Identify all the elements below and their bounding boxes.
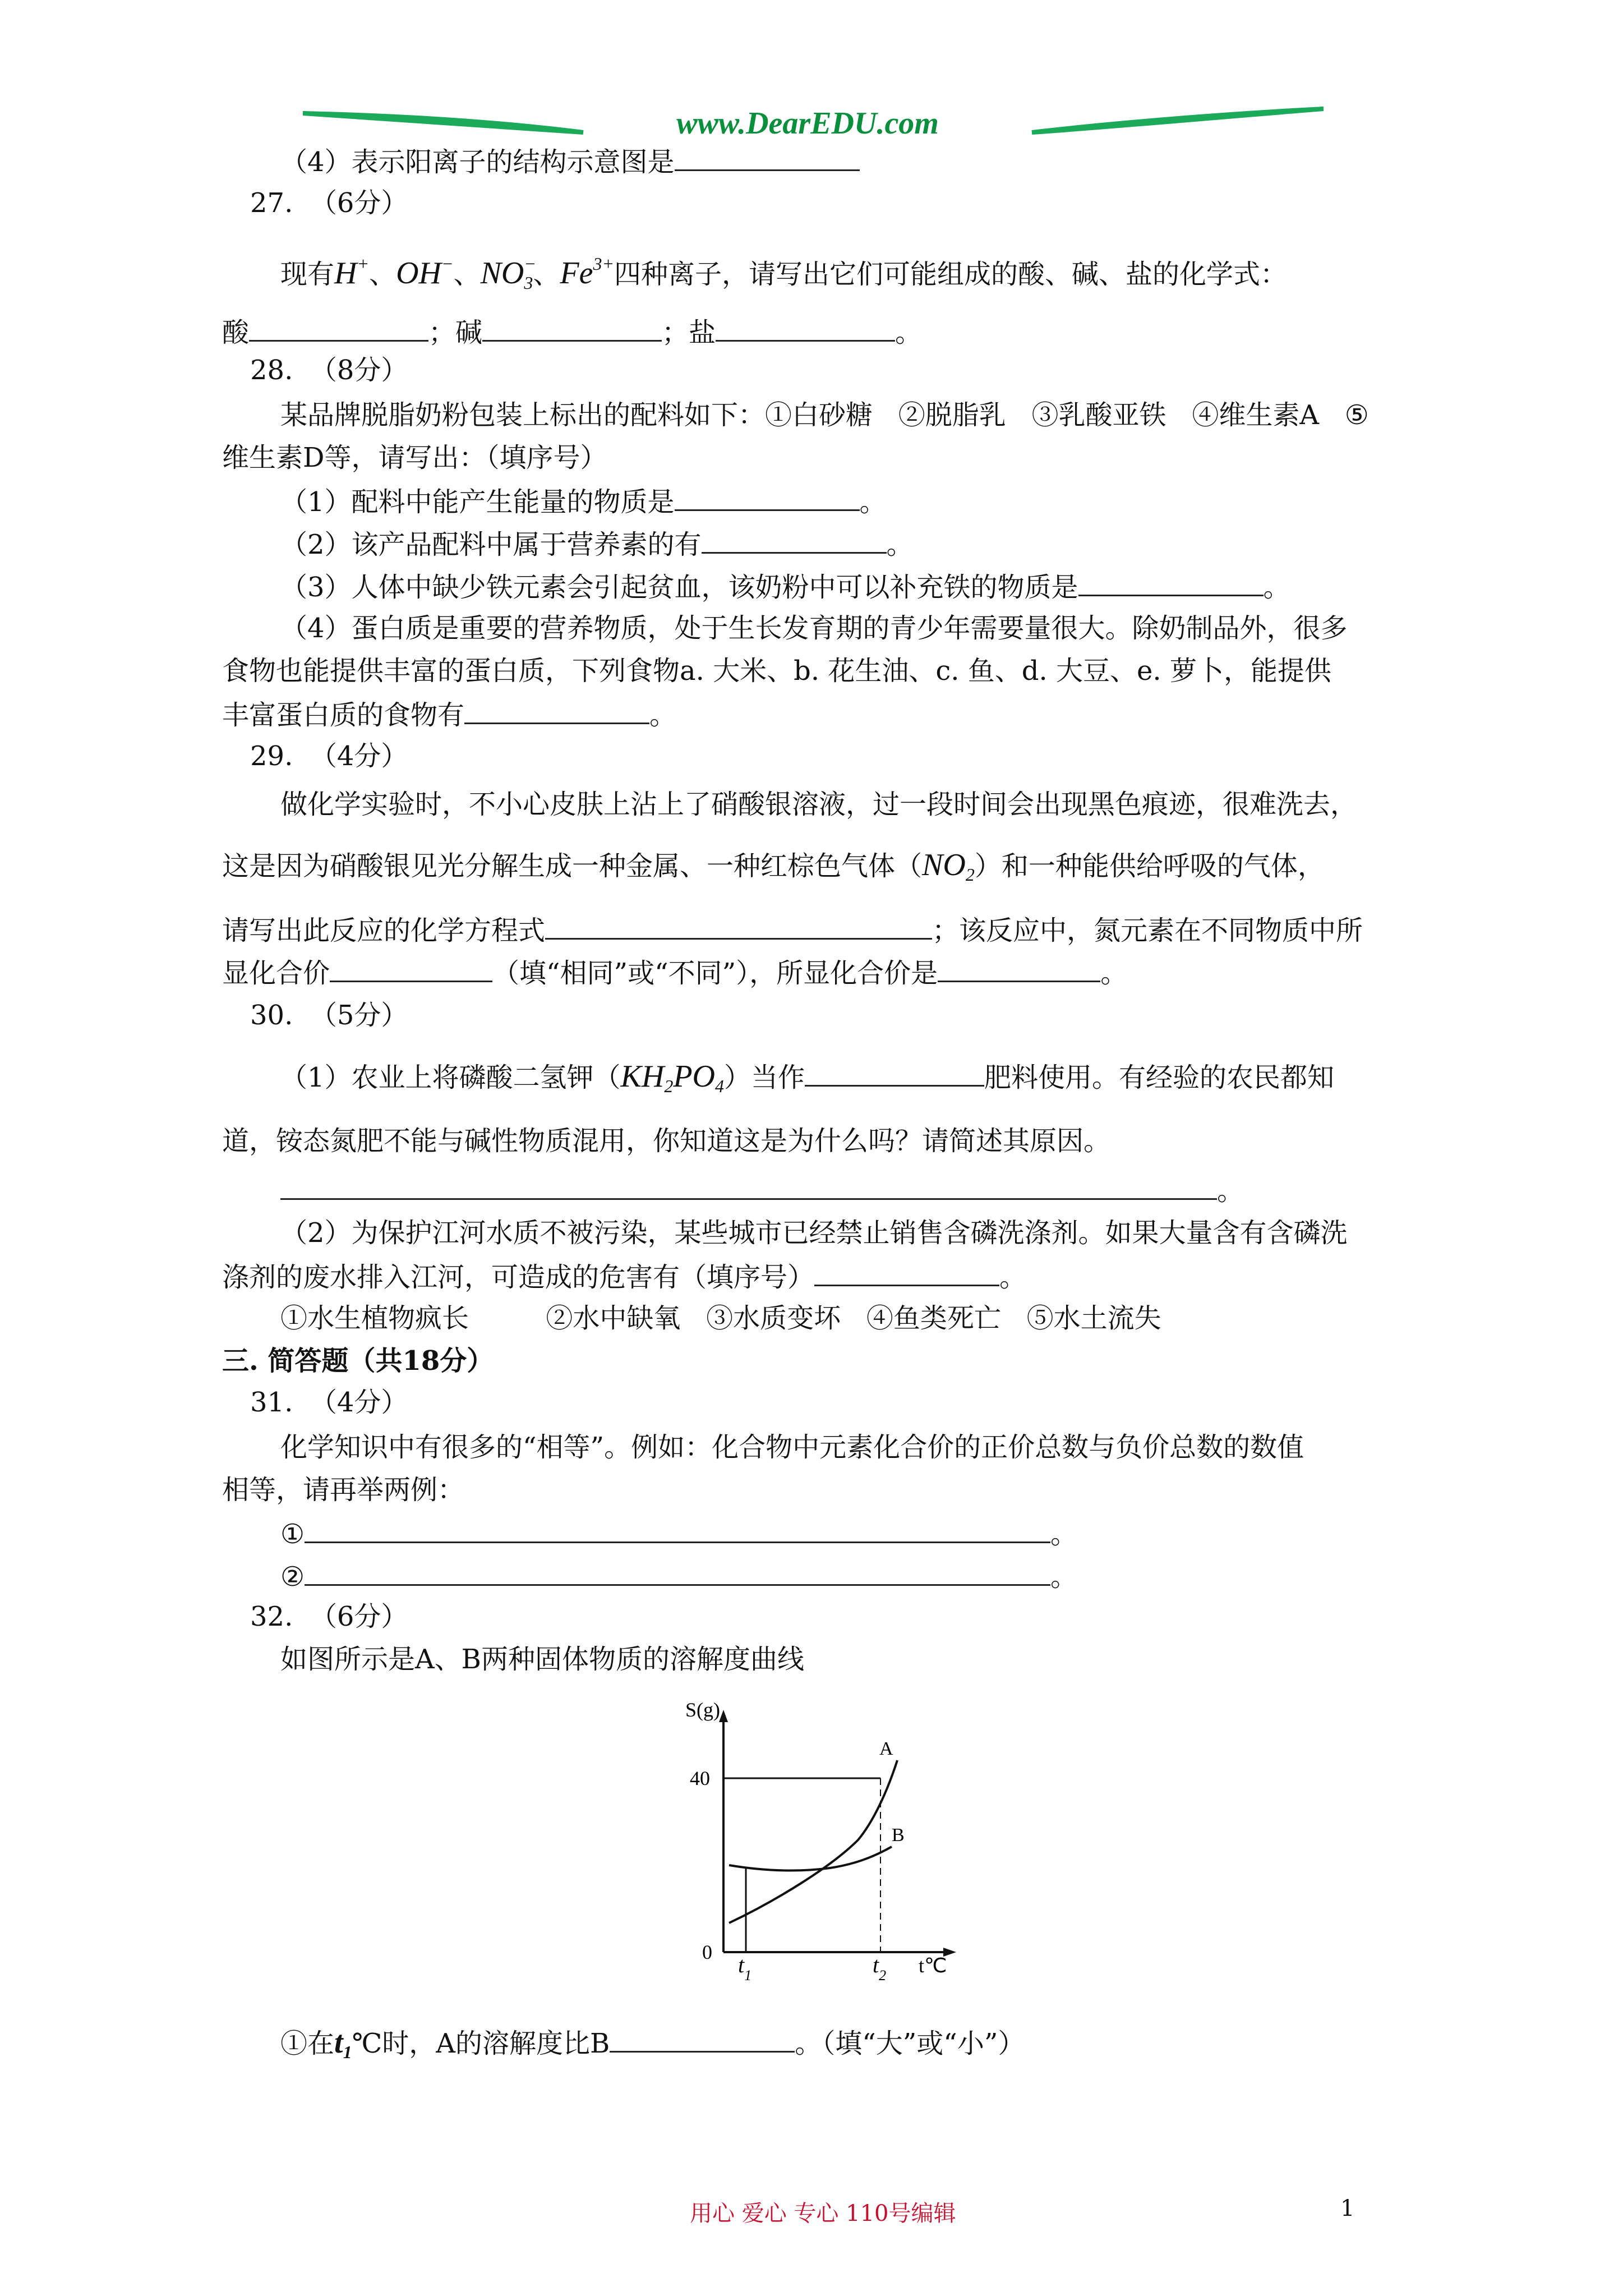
answer-blank[interactable] — [938, 955, 1100, 982]
q29-line-b: 这是因为硝酸银见光分解生成一种金属、一种红棕色气体$(NO_2)$和一种能供给呼吸的气体， — [222, 848, 1325, 885]
x-tick-t2: $t_2$ — [873, 1952, 887, 1984]
answer-blank[interactable] — [675, 484, 860, 511]
acid-blank[interactable] — [249, 314, 428, 342]
curve-a-label: A — [879, 1738, 893, 1759]
curve-a — [729, 1760, 897, 1923]
q30-1: （1）农业上将磷酸二氢钾$(KH_2PO_4)$当作 肥料使用。有经验的农民都知 — [280, 1059, 1335, 1096]
q27-ions-line: 现有H+、OH−、$NO^-_3$、$Fe^{3+}$四种离子，请写出它们可能组成的酸、碱、盐的化学式： — [280, 254, 1288, 293]
q29-heading: 29. （4分） — [250, 740, 408, 772]
q27-answer-line: 酸 ；碱 ；盐 。 — [222, 314, 922, 349]
line-q26-4: （4）表示阳离子的结构示意图是 — [280, 144, 860, 179]
q32-a: 如图所示是A、B两种固体物质的溶解度曲线 — [280, 1644, 804, 1675]
example-blank[interactable] — [305, 1516, 1050, 1543]
q28-line-b: 维生素D等，请写出：（填序号） — [222, 442, 607, 473]
left-swoosh — [303, 113, 583, 132]
q31-example-2: ② 。 — [280, 1558, 1077, 1594]
q28-3: （3）人体中缺少铁元素会引起贫血，该奶粉中可以补充铁的物质是 。 — [280, 569, 1290, 604]
y-tick-40: 40 — [690, 1767, 710, 1789]
answer-blank[interactable] — [805, 1059, 984, 1087]
q28-2: （2）该产品配料中属于营养素的有 。 — [280, 526, 914, 562]
answer-blank[interactable] — [702, 526, 887, 554]
q30-options: ①水生植物疯长 ②水中缺氧 ③水质变坏 ④鱼类死亡 ⑤水土流失 — [280, 1303, 1161, 1334]
solubility-curve-graph — [651, 1700, 965, 1991]
origin-label: 0 — [702, 1941, 712, 1963]
example-blank[interactable] — [305, 1558, 1050, 1586]
q28-1: （1）配料中能产生能量的物质是 。 — [280, 484, 887, 519]
answer-blank[interactable] — [610, 2025, 795, 2053]
q31-example-1: ① 。 — [280, 1516, 1077, 1551]
q29-line-c: 请写出此反应的化学方程式 ；该反应中，氮元素在不同物质中所 — [222, 912, 1363, 947]
q28-line-a: 某品牌脱脂奶粉包装上标出的配料如下：①白砂糖 ②脱脂乳 ③乳酸亚铁 ④维生素A ⑤ — [280, 399, 1369, 431]
answer-blank[interactable] — [464, 697, 649, 724]
q28-heading: 28. （8分） — [250, 355, 408, 386]
equation-blank[interactable] — [545, 912, 932, 940]
curve-b — [729, 1847, 892, 1871]
x-tick-t1: $t_1$ — [738, 1952, 752, 1984]
answer-blank[interactable] — [675, 144, 860, 171]
q29-line-d: 显化合价 （填“相同”或“不同”），所显化合价是 。 — [222, 955, 1127, 990]
salt-blank[interactable] — [716, 314, 895, 342]
q28-4a: （4）蛋白质是重要的营养物质，处于生长发育期的青少年需要量很大。除奶制品外，很多 — [280, 613, 1348, 644]
section-3-title: 三. 简答题（共18分） — [222, 1345, 494, 1377]
q32-heading: 32. （6分） — [250, 1601, 408, 1632]
q29-line-a: 做化学实验时，不小心皮肤上沾上了硝酸银溶液，过一段时间会出现黑色痕迹，很难洗去， — [280, 789, 1358, 820]
reason-blank[interactable] — [280, 1172, 1217, 1200]
site-url: www.DearEDU.com — [676, 106, 939, 141]
q31-a: 化学知识中有很多的“相等”。例如：化合物中元素化合价的正价总数与负价总数的数值 — [280, 1432, 1304, 1463]
q28-4b: 食物也能提供丰富的蛋白质，下列食物a. 大米、b. 花生油、c. 鱼、d. 大豆、e. 萝卜，能提供 — [222, 655, 1331, 687]
q30-heading: 30. （5分） — [250, 1000, 408, 1031]
page-number: 1 — [1340, 2196, 1355, 2221]
curve-b-label: B — [892, 1825, 905, 1846]
footer-editor-note: 用心 爱心 专心 110号编辑 — [690, 2201, 956, 2226]
q30-2a: （2）为保护江河水质不被污染，某些城市已经禁止销售含磷洗涤剂。如果大量含有含磷洗 — [280, 1217, 1348, 1249]
q27-heading: 27. （6分） — [250, 187, 408, 219]
right-swoosh — [1032, 109, 1324, 132]
answer-blank[interactable] — [330, 955, 492, 982]
answer-blank[interactable] — [814, 1259, 999, 1286]
x-axis-unit: t℃ — [919, 1954, 947, 1977]
q32-1: ①在$t_1℃$时，A的溶解度比B 。（填“大”或“小”） — [280, 2025, 1025, 2062]
y-axis-label: S(g) — [685, 1700, 720, 1721]
q31-heading: 31. （4分） — [250, 1387, 408, 1418]
q28-4c: 丰富蛋白质的食物有 。 — [222, 697, 676, 732]
answer-blank[interactable] — [1078, 569, 1264, 596]
q31-b: 相等，请再举两例： — [222, 1474, 465, 1506]
q30-2b: 涤剂的废水排入江河，可造成的危害有（填序号） 。 — [222, 1259, 1026, 1294]
y-axis-arrow — [719, 1710, 728, 1722]
base-blank[interactable] — [482, 314, 662, 342]
q30-1-reason: 。 — [280, 1172, 1244, 1208]
q30-1d: 道，铵态氮肥不能与碱性物质混用，你知道这是为什么吗？请简述其原因。 — [222, 1125, 1111, 1157]
